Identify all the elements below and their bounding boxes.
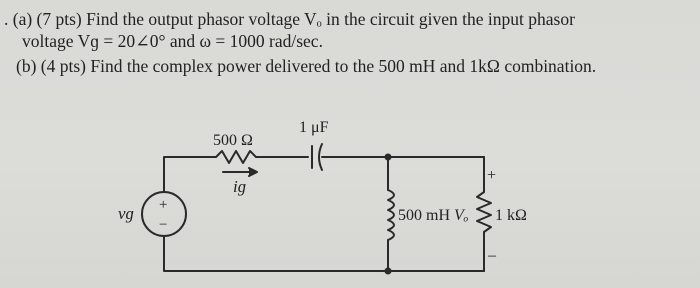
source-minus: − (159, 217, 168, 233)
current-label: iɡ (233, 177, 247, 196)
resistor-500-ohm (216, 151, 256, 163)
output-plus: + (487, 167, 497, 184)
wire-bottom (164, 236, 484, 271)
node-dot-bottom (385, 268, 392, 275)
output-resistor-label: 1 kΩ (495, 207, 527, 224)
source-plus: + (159, 197, 168, 213)
part-a-line-1: . (a) (7 pts) Find the output phasor voltage Vₒ in the circuit given the input phasor (4, 9, 575, 29)
capacitor-label: 1 μF (299, 119, 329, 136)
part-b-text: (b) (4 pts) Find the complex power delivered to the 500 mH and 1kΩ combination. (16, 56, 597, 76)
output-minus: – (488, 247, 496, 264)
inductor-500-mh (388, 190, 394, 240)
source-label: vɡ (118, 204, 135, 223)
node-dot-top (385, 154, 392, 161)
inductor-label: 500 mH (398, 207, 450, 224)
resistor-1k-ohm (477, 192, 491, 232)
output-voltage-label: Vₒ (454, 207, 469, 224)
resistor-500-label: 500 Ω (213, 132, 253, 149)
part-a-line-2: voltage Vɡ = 20∠0° and ω = 1000 rad/sec. (22, 31, 323, 51)
wire-left (164, 157, 216, 192)
